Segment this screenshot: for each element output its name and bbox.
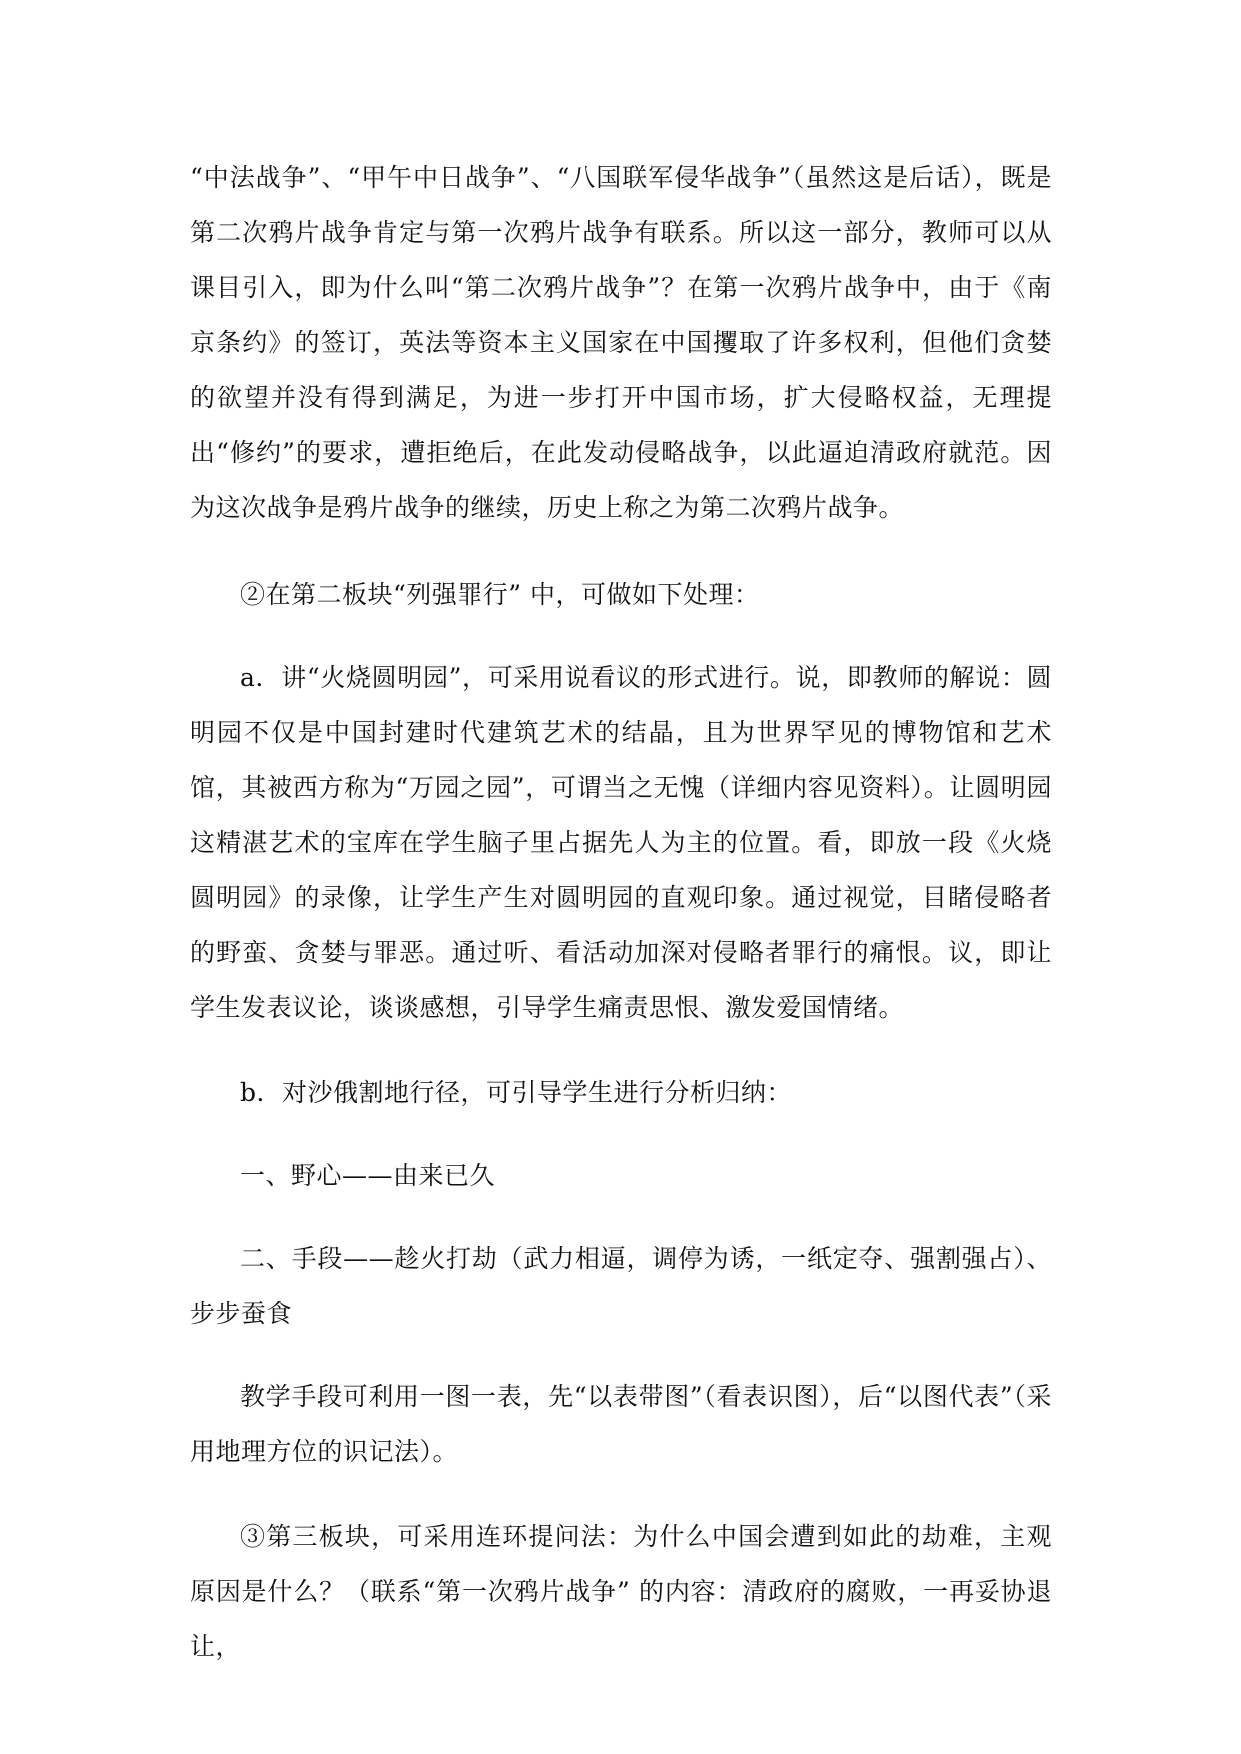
- list-item-means: 二、手段——趁火打劫（武力相逼，调停为诱，一纸定夺、强割强占）、步步蚕食: [190, 1244, 1052, 1328]
- paragraph-yuanmingyuan: a．讲“火烧圆明园”，可采用说看议的形式进行。说，即教师的解说：圆明园不仅是中国封建时代建筑艺术的结晶，且为世界罕见的博物馆和艺术馆，其被西方称为“万园之园”，可谓当之无愧（详细内容见资料）。让圆明园这精湛艺术的宝库在学生脑子里占据先人为主的位置。看，即放一段《火烧圆明园》的录像，让学生产生对圆明园的直观印象。通过视觉，目睹侵略者的野蛮、贪婪与罪恶。通过听、看活动加深对侵略者罪行的痛恨。议，即让学生发表议论，谈谈感想，引导学生痛责思恨、激发爱国情绪。: [190, 663, 1052, 1022]
- paragraph-tsarist-russia: b．对沙俄割地行径，可引导学生进行分析归纳：: [240, 1078, 793, 1107]
- paragraph-teaching-method: 教学手段可利用一图一表，先“以表带图”（看表识图），后“以图代表”（采用地理方位的识记法）。: [190, 1382, 1052, 1466]
- paragraph-third-section: ③第三板块，可采用连环提问法：为什么中国会遭到如此的劫难，主观原因是什么？（联系“第一次鸦片战争” 的内容：清政府的腐败，一再妥协退让，: [190, 1522, 1052, 1661]
- paragraph-war-context: “中法战争”、“甲午中日战争”、“八国联军侵华战争”（虽然这是后话），既是第二次鸦片战争肯定与第一次鸦片战争有联系。所以这一部分，教师可以从课目引入，即为什么叫“第二次鸦片战争”？在第一次鸦片战争中，由于《南京条约》的签订，英法等资本主义国家在中国攫取了许多权利，但他们贪婪的欲望并没有得到满足，为进一步打开中国市场，扩大侵略权益，无理提出“修约”的要求，遭拒绝后，在此发动侵略战争，以此逼迫清政府就范。因为这次战争是鸦片战争的继续，历史上称之为第二次鸦片战争。: [190, 163, 1052, 522]
- list-item-ambition: 一、野心——由来已久: [240, 1161, 496, 1190]
- paragraph-second-section-heading: ②在第二板块“列强罪行” 中，可做如下处理：: [240, 580, 760, 609]
